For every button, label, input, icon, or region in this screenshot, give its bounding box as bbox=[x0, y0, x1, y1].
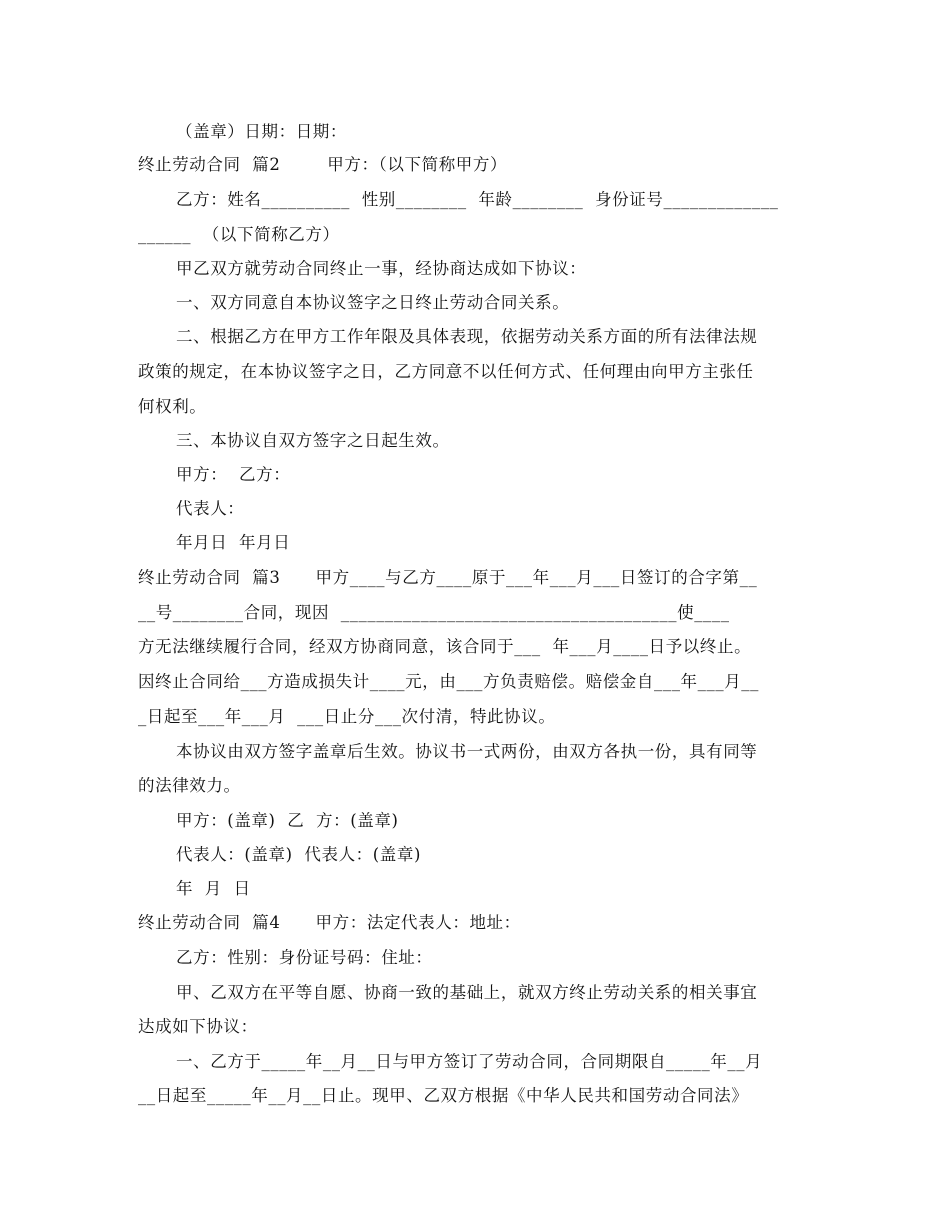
text-line: 代表人：(盖章) 代表人：(盖章) bbox=[176, 845, 422, 864]
text-line: __日起至_____年__月__日止。现甲、乙双方根据《中华人民共和国劳动合同法》 bbox=[138, 1086, 749, 1105]
text-line: 年月日 年月日 bbox=[176, 533, 291, 552]
text-line: 乙方：性别：身份证号码：住址： bbox=[176, 948, 433, 967]
text-line: 代表人： bbox=[176, 499, 245, 518]
text-line: 二、根据乙方在甲方工作年限及具体表现，依据劳动关系方面的所有法律法规 bbox=[176, 327, 758, 346]
text-line: 甲方：(盖章) 乙 方：(盖章) bbox=[176, 811, 399, 830]
text-line: 的法律效力。 bbox=[138, 776, 241, 795]
text-line: 三、本协议自双方签字之日起生效。 bbox=[176, 431, 450, 450]
text-line: 乙方：姓名__________ 性别________ 年龄________ 身份证号_____________ bbox=[176, 190, 779, 209]
text-line: 何权利。 bbox=[138, 397, 207, 416]
section-heading-part3: 终止劳动合同 篇3 甲方____与乙方____原于___年___月___日签订的合字第__ bbox=[138, 568, 758, 587]
text-line: _日起至___年___月 ___日止分___次付清，特此协议。 bbox=[138, 707, 556, 726]
text-line: 方无法继续履行合同，经双方协商同意，该合同于___ 年___月____日予以终止。 bbox=[138, 637, 752, 656]
text-line: 本协议由双方签字盖章后生效。协议书一式两份，由双方各执一份，具有同等 bbox=[176, 742, 758, 761]
text-line: （盖章）日期：日期： bbox=[176, 122, 347, 141]
text-line: ______ （以下简称乙方） bbox=[138, 225, 340, 244]
text-line: 一、乙方于_____年__月__日与甲方签订了劳动合同，合同期限自_____年__月 bbox=[176, 1052, 763, 1071]
text-line: __号________合同，现因 ______________________________________使____ bbox=[138, 603, 730, 622]
section-heading-part2: 终止劳动合同 篇2 甲方：（以下简称甲方） bbox=[138, 155, 508, 174]
text-line: 政策的规定，在本协议签字之日，乙方同意不以任何方式、任何理由向甲方主张任 bbox=[138, 362, 754, 381]
text-line: 甲方： 乙方： bbox=[176, 465, 291, 484]
text-line: 年 月 日 bbox=[176, 879, 251, 898]
section-heading-part4: 终止劳动合同 篇4 甲方：法定代表人：地址： bbox=[138, 913, 521, 932]
text-line: 一、双方同意自本协议签字之日终止劳动合同关系。 bbox=[176, 293, 570, 312]
text-line: 因终止合同给___方造成损失计____元，由___方负责赔偿。赔偿金自___年___月__ bbox=[138, 672, 759, 691]
text-line: 甲乙双方就劳动合同终止一事，经协商达成如下协议： bbox=[176, 259, 587, 278]
text-line: 甲、乙双方在平等自愿、协商一致的基础上，就双方终止劳动关系的相关事宜 bbox=[176, 983, 758, 1002]
text-line: 达成如下协议： bbox=[138, 1017, 258, 1036]
